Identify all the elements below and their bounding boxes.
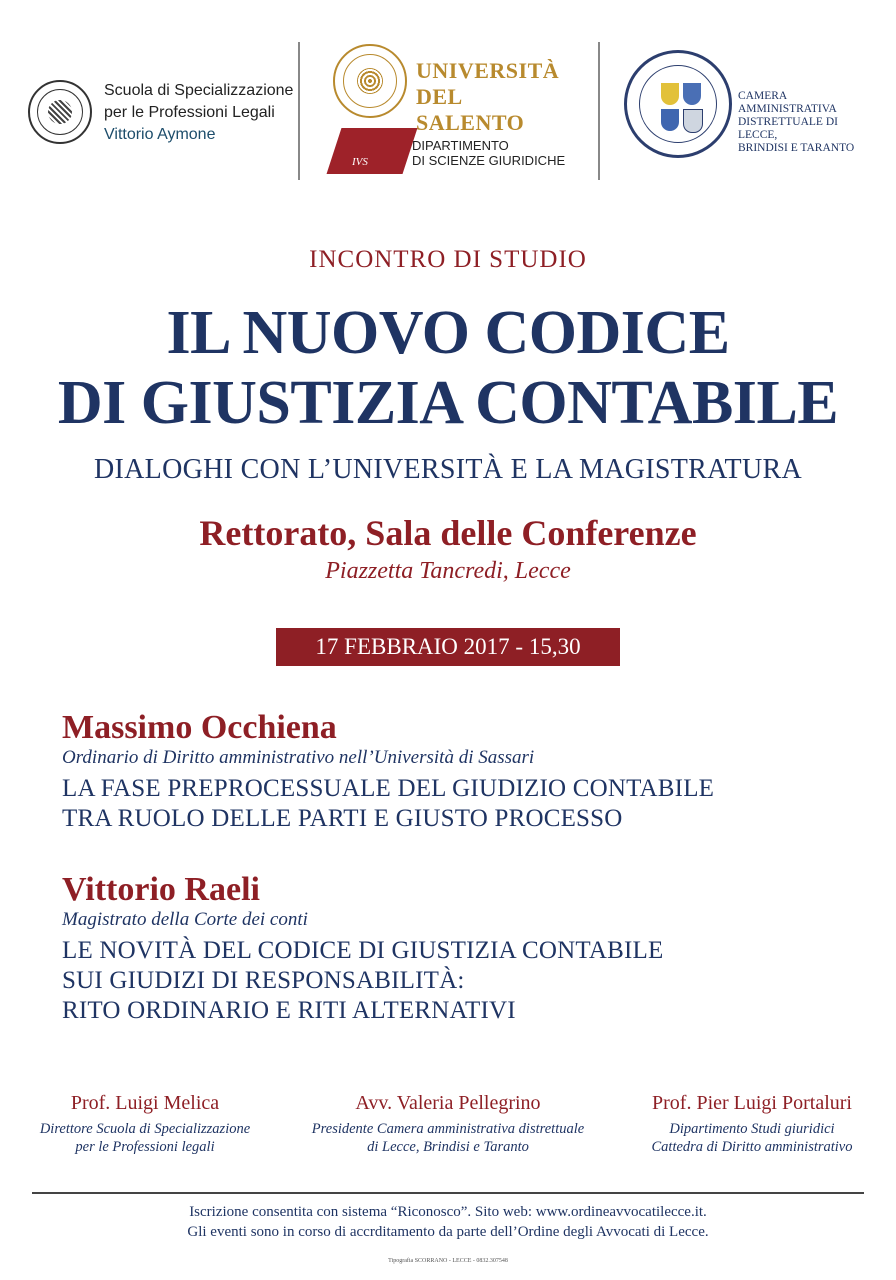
chair-role-line1: Dipartimento Studi giuridici bbox=[669, 1121, 835, 1137]
chair-block bbox=[20, 1090, 270, 1156]
event-title-line2: DI GIUSTIZIA CONTABILE bbox=[57, 369, 839, 437]
chair-block bbox=[300, 1090, 596, 1156]
crest-icon bbox=[683, 109, 703, 133]
event-subtitle: DIALOGHI CON L’UNIVERSITÀ E LA MAGISTRATURA bbox=[94, 454, 802, 485]
department-logo bbox=[327, 128, 418, 174]
camera-name-line1: CAMERA AMMINISTRATIVA bbox=[738, 90, 837, 115]
department-name-line2: DI SCIENZE GIURIDICHE bbox=[412, 153, 566, 168]
speaker-block bbox=[62, 710, 862, 834]
speaker-topic-line: LE NOVITÀ DEL CODICE DI GIUSTIZIA CONTABILE bbox=[62, 937, 664, 964]
speaker-name: Massimo Occhiena bbox=[62, 709, 337, 746]
event-title bbox=[0, 298, 896, 438]
event-address: Piazzetta Tancredi, Lecce bbox=[325, 558, 571, 584]
school-name-line2: per le Professioni Legali bbox=[104, 104, 275, 121]
chair-name: Prof. Luigi Melica bbox=[70, 1092, 220, 1114]
school-name bbox=[104, 80, 294, 146]
footer-line1: Iscrizione consentita con sistema “Riconosco”. Sito web: www.ordineavvocatilecce.it. bbox=[189, 1204, 707, 1220]
university-name bbox=[416, 58, 566, 136]
camera-seal-logo bbox=[624, 50, 732, 158]
department-logo-text: IVS bbox=[352, 156, 368, 168]
crest-icon bbox=[683, 83, 701, 105]
university-name-line2: DEL SALENTO bbox=[416, 84, 525, 135]
printer-credit: Tipografia SCORRANO - LECCE - 0832.307548 bbox=[388, 1258, 508, 1264]
school-name-line3: Vittorio Aymone bbox=[104, 126, 216, 143]
footer-line2: Gli eventi sono in corso di accrditamento da parte dell’Ordine degli Avvocati di Lecce. bbox=[187, 1224, 709, 1240]
event-kicker: INCONTRO DI STUDIO bbox=[309, 246, 587, 273]
footer-divider bbox=[32, 1192, 864, 1194]
school-seal-logo bbox=[28, 80, 92, 144]
crest-icon bbox=[661, 109, 679, 131]
chair-name: Prof. Pier Luigi Portaluri bbox=[652, 1092, 852, 1114]
header-divider-left bbox=[298, 42, 300, 180]
camera-name-line3: BRINDISI E TARANTO bbox=[738, 142, 855, 154]
camera-name-line2: DISTRETTUALE DI LECCE, bbox=[738, 116, 838, 141]
speaker-topic-line: TRA RUOLO DELLE PARTI E GIUSTO PROCESSO bbox=[62, 805, 623, 832]
university-name-line1: UNIVERSITÀ bbox=[416, 58, 560, 83]
chair-block bbox=[620, 1090, 884, 1156]
chair-role-line1: Direttore Scuola di Specializzazione bbox=[39, 1121, 251, 1137]
speaker-block bbox=[62, 872, 862, 1026]
speaker-topic-line: LA FASE PREPROCESSUALE DEL GIUDIZIO CONTABILE bbox=[62, 775, 715, 802]
chair-role-line1: Presidente Camera amministrativa distrettuale bbox=[311, 1121, 585, 1137]
camera-name bbox=[738, 90, 878, 155]
header-divider-right bbox=[598, 42, 600, 180]
header bbox=[0, 0, 896, 200]
crest-icon bbox=[661, 83, 679, 105]
speaker-role: Magistrato della Corte dei conti bbox=[62, 909, 308, 930]
university-seal-logo bbox=[333, 44, 407, 118]
speaker-topic-line: SUI GIUDIZI DI RESPONSABILITÀ: bbox=[62, 967, 465, 994]
event-venue: Rettorato, Sala delle Conferenze bbox=[199, 513, 697, 553]
footer-note bbox=[0, 1202, 896, 1242]
event-title-line1: IL NUOVO CODICE bbox=[166, 299, 730, 367]
department-name-line1: DIPARTIMENTO bbox=[412, 138, 509, 153]
speaker-topic-line: RITO ORDINARIO E RITI ALTERNATIVI bbox=[62, 997, 516, 1024]
speaker-role: Ordinario di Diritto amministrativo nell’Università di Sassari bbox=[62, 747, 535, 768]
department-name bbox=[412, 138, 572, 168]
event-date-badge: 17 FEBBRAIO 2017 - 15,30 bbox=[276, 628, 620, 666]
school-name-line1: Scuola di Specializzazione bbox=[104, 82, 294, 99]
chair-name: Avv. Valeria Pellegrino bbox=[355, 1092, 541, 1114]
chair-role-line2: Cattedra di Diritto amministrativo bbox=[651, 1139, 853, 1155]
chair-role-line2: di Lecce, Brindisi e Taranto bbox=[367, 1139, 529, 1155]
speaker-name: Vittorio Raeli bbox=[62, 871, 260, 908]
chair-role-line2: per le Professioni legali bbox=[75, 1139, 215, 1155]
